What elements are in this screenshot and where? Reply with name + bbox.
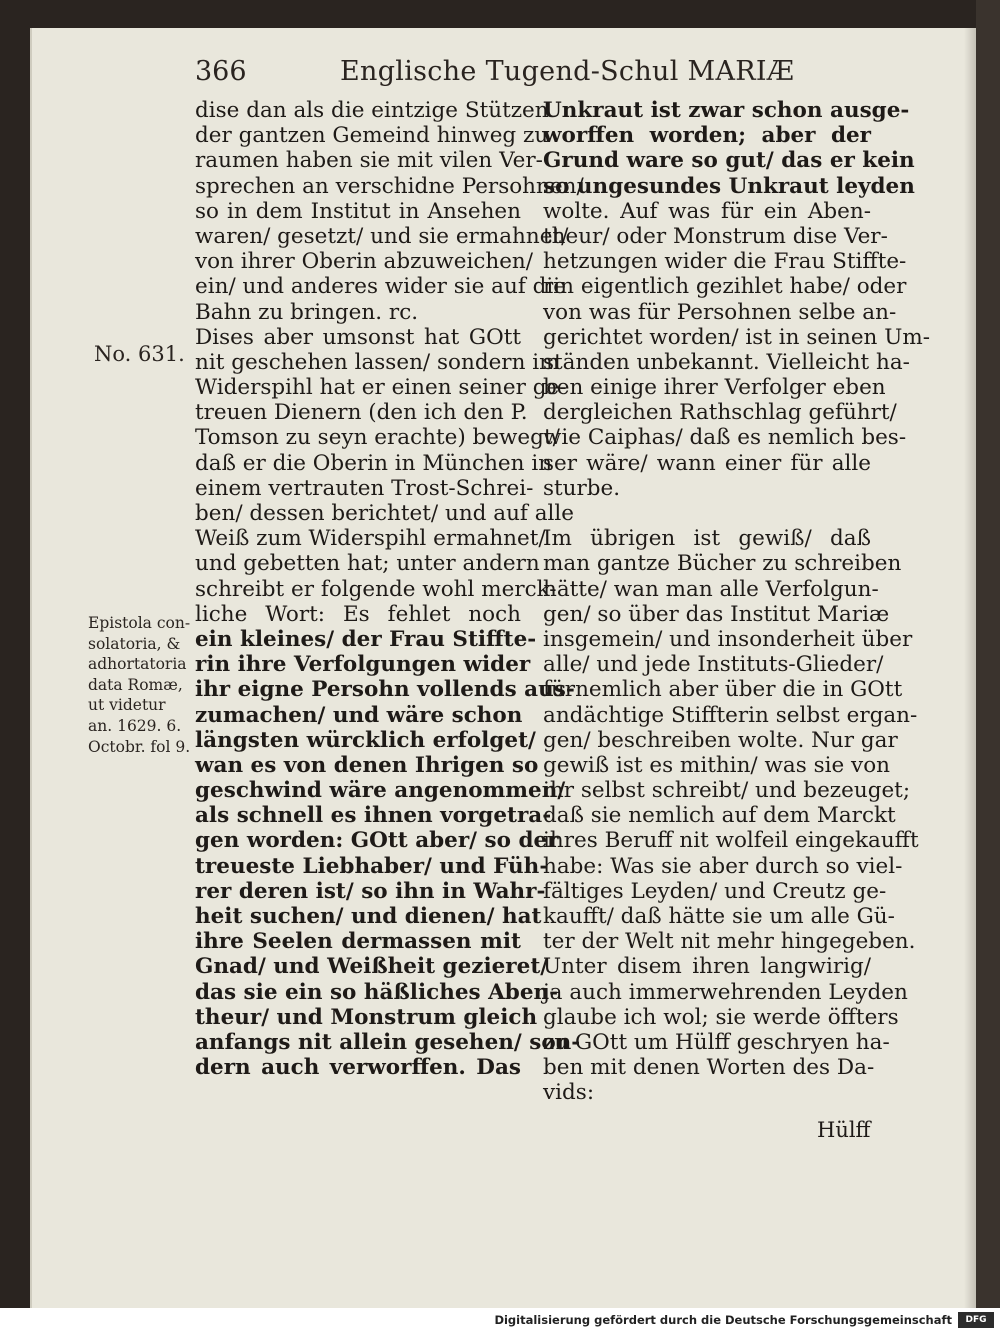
text-line: das sie ein so häßliches Aben- [195,979,559,1005]
catchword: Hülff [817,1118,871,1142]
text-line: daß er die Oberin in München in [195,450,553,476]
text-line: Weiß zum Widerspihl ermahnet/ [195,526,546,552]
text-line: zumachen/ und wäre schon [195,702,523,728]
text-line: treueste Liebhaber/ und Füh- [195,853,549,879]
margin-note-line: Epistola con- [88,614,191,632]
text-line: fürnemlich aber über die in GOtt [543,677,903,703]
text-line: und gebetten hat; unter andern [195,551,540,577]
text-line: von ihrer Oberin abzuweichen/ [195,249,534,275]
text-line: Dises aber umsonst hat GOtt [195,324,521,350]
text-line: Widerspihl hat er einen seiner ge- [195,375,567,401]
text-line: Tomson zu seyn erachte) bewegt/ [195,425,560,451]
text-line: ihres Beruff nit wolfeil eingekaufft [543,828,919,854]
text-line: so ungesundes Unkraut leyden [543,173,915,199]
text-line: schreibt er folgende wohl merck- [195,576,557,602]
margin-note-line: adhortatoria [88,655,187,674]
text-line: dise dan als die eintzige Stützen [195,98,549,123]
text-line: Unter disem ihren langwirig/ [543,954,871,980]
text-line: daß sie nemlich auf dem Marckt [543,803,896,829]
text-line: ihre Seelen dermassen mit [195,929,521,955]
page-edge [976,0,1000,1308]
text-line: glaube ich wol; sie werde öffters [543,1004,899,1030]
text-line: wolte. Auf was für ein Aben- [543,198,871,224]
text-line: anfangs nit allein gesehen/ son- [195,1029,581,1055]
text-line: ihr selbst schreibt/ und bezeuget; [543,778,911,804]
margin-note-line: an. 1629. 6. [88,716,182,735]
footer-bar [0,1308,1000,1333]
margin-note-line: ut videtur [88,696,166,715]
text-line: gewiß ist es mithin/ was sie von [543,752,890,778]
page-header [0,56,1000,96]
text-line: hätte/ wan man alle Verfolgun- [543,576,879,602]
funding-notice: Digitalisierung gefördert durch die Deutsche Forschungsgemeinschaft [494,1313,952,1327]
text-line: insgemein/ und insonderheit über [543,626,913,652]
margin-note-line: data Romæ, [88,675,183,694]
text-line: nit geschehen lassen/ sondern im [195,349,560,375]
text-line: waren/ gesetzt/ und sie ermahnet/ [195,223,569,249]
text-line: als schnell es ihnen vorgetra- [195,803,552,829]
text-line: worffen worden; aber der [543,123,871,149]
text-line: von was für Persohnen selbe an- [543,299,897,325]
running-head: Englische Tugend-Schul MARIÆ [340,56,795,87]
text-line: dergleichen Rathschlag geführt/ [543,400,897,426]
page-number: 366 [195,56,247,87]
text-line [543,501,871,526]
text-line: so in dem Institut in Ansehen [195,198,521,224]
text-line: sprechen an verschidne Persohnen/ [195,173,584,199]
text-line: theur/ und Monstrum gleich [195,1004,538,1030]
margin-note-line: Octobr. fol 9. [88,737,191,756]
right-column [543,98,930,1106]
text-line: gen/ so über das Institut Mariæ [543,601,890,627]
text-line: gerichtet worden/ ist in seinen Um- [543,324,930,350]
margin-note-line: solatoria, & [88,634,181,653]
text-line: ter der Welt nit mehr hingegeben. [543,929,916,955]
text-line: dern auch verworffen. Das [195,1055,521,1081]
text-line: längsten würcklich erfolget/ [195,727,536,753]
text-line: der gantzen Gemeind hinweg zu [195,123,549,149]
text-line: einem vertrauten Trost-Schrei- [195,475,534,501]
text-line: Gnad/ und Weißheit gezieret/ [195,954,549,980]
text-line: ben mit denen Worten des Da- [543,1055,875,1081]
text-line: theur/ oder Monstrum dise Ver- [543,223,888,249]
text-line: zu GOtt um Hülff geschryen ha- [543,1029,890,1055]
text-line: Grund ware so gut/ das er kein [543,148,915,174]
text-line: rer deren ist/ so ihn in Wahr- [195,878,546,904]
text-line: wie Caiphas/ daß es nemlich bes- [543,425,907,451]
text-line: alle/ und jede Instituts-Glieder/ [543,652,884,678]
text-line: rin eigentlich gezihlet habe/ oder [543,274,907,300]
text-line: kaufft/ daß hätte sie um alle Gü- [543,904,895,929]
text-line: man gantze Bücher zu schreiben [543,551,902,577]
text-line: vids: [543,1080,595,1106]
text-line: hetzungen wider die Frau Stiffte- [543,249,907,275]
dfg-logo: DFG [958,1312,994,1328]
text-line: gen/ beschreiben wolte. Nur gar [543,727,898,753]
text-line: treuen Dienern (den ich den P. [195,400,528,426]
text-line: Bahn zu bringen. rc. [195,299,419,325]
text-line: rin ihre Verfolgungen wider [195,652,531,678]
text-line: ben/ dessen berichtet/ und auf alle [195,501,575,526]
text-line: habe: Was sie aber durch so viel- [543,853,903,879]
text-line: heit suchen/ und dienen/ hat [195,904,542,929]
text-line: geschwind wäre angenommen/ [195,778,566,804]
text-line: wan es von denen Ihrigen so [195,752,539,778]
text-line: ser wäre/ wann einer für alle [543,450,871,476]
text-line: sturbe. [543,475,621,501]
text-line: gen worden: GOtt aber/ so der [195,828,559,854]
text-line: Unkraut ist zwar schon ausge- [543,98,910,123]
text-line: ständen unbekannt. Vielleicht ha- [543,349,910,375]
margin-number: No. 631. [94,342,185,366]
margin-note [88,613,198,757]
text-line: ihr eigne Persohn vollends aus- [195,677,575,703]
text-line: raumen haben sie mit vilen Ver- [195,148,543,174]
text-line: ein/ und anderes wider sie auf die [195,274,567,300]
text-line: fältiges Leyden/ und Creutz ge- [543,878,887,904]
text-line: Im übrigen ist gewiß/ daß [543,526,871,552]
text-line: andächtige Stiffterin selbst ergan- [543,702,918,728]
text-line: ja auch immerwehrenden Leyden [543,979,908,1005]
text-line: ben einige ihrer Verfolger eben [543,375,886,401]
text-line: ein kleines/ der Frau Stiffte- [195,626,537,652]
text-line: liche Wort: Es fehlet noch [195,601,521,627]
